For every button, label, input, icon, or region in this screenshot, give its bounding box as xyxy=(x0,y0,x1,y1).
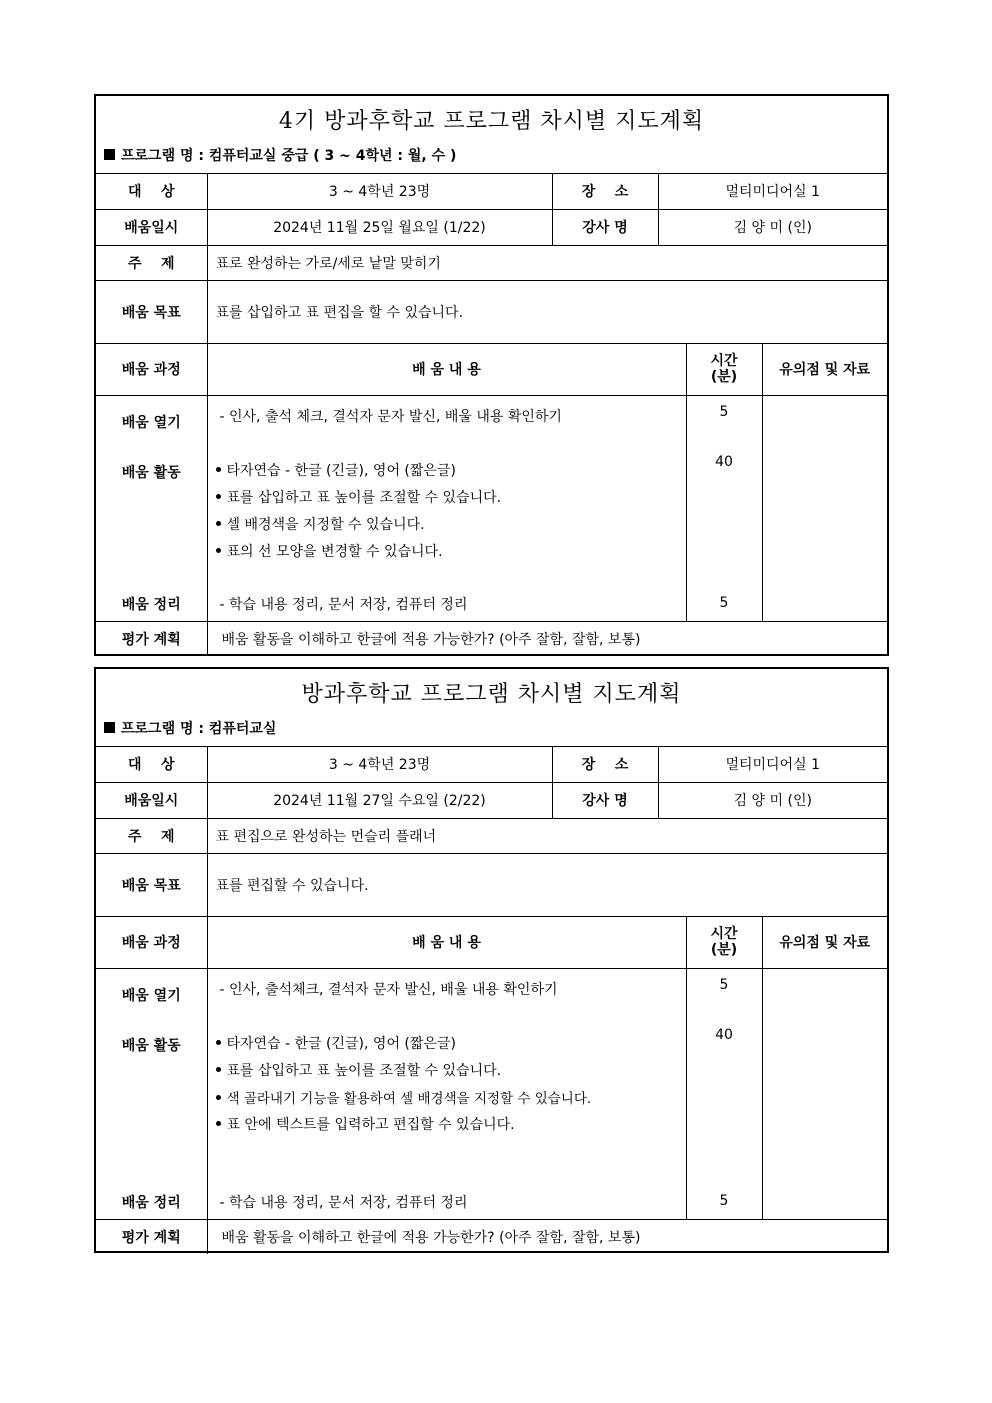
square-bullet-icon xyxy=(104,149,115,160)
step-close-label: 배움 정리 xyxy=(121,1194,181,1211)
eval-label: 평가 계획 xyxy=(96,1219,207,1254)
date-label: 배움일시 xyxy=(96,782,207,818)
goal-label: 배움 목표 xyxy=(96,280,207,343)
place-value: 멀티미디어실 1 xyxy=(658,747,887,782)
teacher-value: 김 양 미 (인) xyxy=(658,782,887,818)
date-value: 2024년 11월 27일 수요일 (2/22) xyxy=(207,782,552,818)
bullet-icon xyxy=(216,1067,221,1072)
open-time: 5 xyxy=(719,403,729,420)
topic-label: 주 제 xyxy=(96,245,207,280)
activity-time: 40 xyxy=(715,453,733,470)
teacher-value: 김 양 미 (인) xyxy=(658,209,887,245)
notes-column xyxy=(762,395,887,621)
bullet-icon xyxy=(216,548,221,553)
content-header: 배 움 내 용 xyxy=(207,343,686,395)
activity-time: 40 xyxy=(715,1026,733,1043)
topic-label: 주 제 xyxy=(96,818,207,853)
topic-value: 표로 완성하는 가로/세로 낱말 맞히기 xyxy=(207,245,887,280)
date-label: 배움일시 xyxy=(96,209,207,245)
program-name: 프로그램 명 : 컴퓨터교실 중급 ( 3 ~ 4학년 : 월, 수 ) xyxy=(121,148,457,164)
bullet-icon xyxy=(216,467,221,472)
step-activity-label: 배움 활동 xyxy=(121,464,181,481)
target-value: 3 ~ 4학년 23명 xyxy=(207,747,552,782)
notes-header: 유의점 및 자료 xyxy=(762,916,887,968)
bullet-icon xyxy=(216,1121,221,1126)
target-label: 대 상 xyxy=(96,174,207,209)
close-time: 5 xyxy=(719,594,729,611)
process-column xyxy=(96,395,207,621)
activity-item: 셀 배경색을 지정할 수 있습니다. xyxy=(214,514,682,534)
eval-value: 배움 활동을 이해하고 한글에 적용 가능한가? (아주 잘함, 잘함, 보통) xyxy=(207,621,887,656)
eval-label: 평가 계획 xyxy=(96,621,207,656)
teacher-label: 강사 명 xyxy=(552,209,658,245)
time-header: 시간 (분) xyxy=(686,343,762,395)
content-header: 배 움 내 용 xyxy=(207,916,686,968)
process-header: 배움 과정 xyxy=(96,916,207,968)
place-label: 장 소 xyxy=(552,174,658,209)
square-bullet-icon xyxy=(104,722,115,733)
time-header: 시간 (분) xyxy=(686,916,762,968)
plan-table xyxy=(96,747,887,1254)
open-text: - 인사, 출석체크, 결석자 문자 발신, 배울 내용 확인하기 xyxy=(219,981,558,998)
step-open-label: 배움 열기 xyxy=(121,987,181,1004)
time-column xyxy=(686,395,762,621)
goal-value: 표를 삽입하고 표 편집을 할 수 있습니다. xyxy=(207,280,887,343)
activity-item: 표 안에 텍스트를 입력하고 편집할 수 있습니다. xyxy=(214,1114,682,1134)
close-text: - 학습 내용 정리, 문서 저장, 컴퓨터 정리 xyxy=(219,1194,468,1211)
step-open-label: 배움 열기 xyxy=(121,414,181,431)
activity-item: 표의 선 모양을 변경할 수 있습니다. xyxy=(214,541,682,561)
plan-header xyxy=(96,96,887,174)
lesson-plan-1 xyxy=(94,94,889,656)
close-time: 5 xyxy=(719,1192,729,1209)
notes-column xyxy=(762,968,887,1219)
activity-item: 표를 삽입하고 표 높이를 조절할 수 있습니다. xyxy=(214,1060,682,1080)
plan-header xyxy=(96,669,887,747)
bullet-icon xyxy=(216,521,221,526)
activity-item: 색 골라내기 기능을 활용하여 셀 배경색을 지정할 수 있습니다. xyxy=(214,1087,682,1107)
notes-header: 유의점 및 자료 xyxy=(762,343,887,395)
target-label: 대 상 xyxy=(96,747,207,782)
target-value: 3 ~ 4학년 23명 xyxy=(207,174,552,209)
activity-item: 타자연습 - 한글 (긴글), 영어 (짧은글) xyxy=(214,460,682,480)
bullet-icon xyxy=(216,494,221,499)
bullet-icon xyxy=(216,1095,221,1100)
process-column xyxy=(96,968,207,1219)
teacher-label: 강사 명 xyxy=(552,782,658,818)
process-header: 배움 과정 xyxy=(96,343,207,395)
step-activity-label: 배움 활동 xyxy=(121,1037,181,1054)
place-value: 멀티미디어실 1 xyxy=(658,174,887,209)
step-close-label: 배움 정리 xyxy=(121,596,181,613)
goal-label: 배움 목표 xyxy=(96,853,207,916)
open-time: 5 xyxy=(719,976,729,993)
activity-item: 표를 삽입하고 표 높이를 조절할 수 있습니다. xyxy=(214,487,682,507)
plan-title: 방과후학교 프로그램 차시별 지도계획 xyxy=(301,682,682,707)
content-column xyxy=(207,395,686,621)
close-text: - 학습 내용 정리, 문서 저장, 컴퓨터 정리 xyxy=(219,596,468,613)
content-column xyxy=(207,968,686,1219)
date-value: 2024년 11월 25일 월요일 (1/22) xyxy=(207,209,552,245)
lesson-plan-2 xyxy=(94,667,889,1253)
program-name: 프로그램 명 : 컴퓨터교실 xyxy=(121,721,277,737)
time-column xyxy=(686,968,762,1219)
bullet-icon xyxy=(216,1040,221,1045)
plan-title: 4기 방과후학교 프로그램 차시별 지도계획 xyxy=(278,109,705,134)
activity-item: 타자연습 - 한글 (긴글), 영어 (짧은글) xyxy=(214,1033,682,1053)
eval-value: 배움 활동을 이해하고 한글에 적용 가능한가? (아주 잘함, 잘함, 보통) xyxy=(207,1219,887,1254)
open-text: - 인사, 출석 체크, 결석자 문자 발신, 배울 내용 확인하기 xyxy=(219,408,562,425)
topic-value: 표 편집으로 완성하는 먼슬리 플래너 xyxy=(207,818,887,853)
plan-table xyxy=(96,174,887,656)
goal-value: 표를 편집할 수 있습니다. xyxy=(207,853,887,916)
place-label: 장 소 xyxy=(552,747,658,782)
